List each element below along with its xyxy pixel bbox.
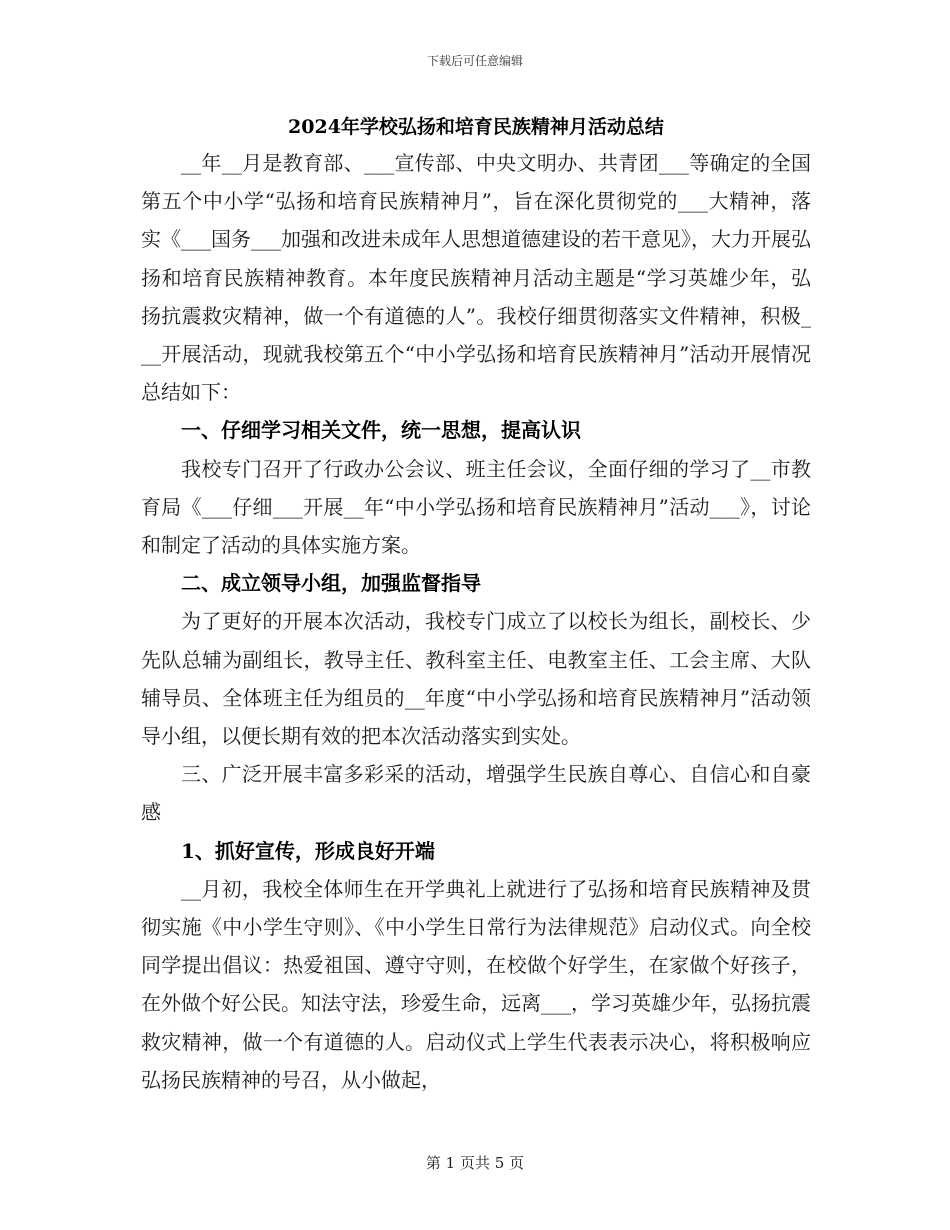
page-footer: 第 1 页共 5 页 <box>425 1154 525 1172</box>
document-body <box>141 112 811 1099</box>
section-heading-1: 一、仔细学习相关文件，统一思想，提高认识 <box>181 418 581 443</box>
paragraph-section-1: 我校专门召开了行政办公会议、班主任会议，全面仔细的学习了__市教育局《___仔细___开展__年“中小学弘扬和培育民族精神月”活动___》，讨论和制定了活动的具体实施方案。 <box>141 456 811 558</box>
header-note: 下载后可任意编辑 <box>426 54 523 68</box>
subsection-heading-1: 1、抓好宣传，形成良好开端 <box>181 838 435 863</box>
paragraph-subsection-1: __月初，我校全体师生在开学典礼上就进行了弘扬和培育民族精神及贯彻实施《中小学生守则》、《中小学生日常行为法律规范》启动仪式。向全校同学提出倡议：热爱祖国、遵守守则，在校做个好学生，在家做个好孩子，在外做个好公民。知法守法，珍爱生命，远离___，学习英雄少年，弘扬抗震救灾精神，做一个有道德的人。启动仪式上学生代表表示决心，将积极响应弘扬民族精神的号召，从小做起， <box>141 876 811 1092</box>
section-heading-3: 三、广泛开展丰富多彩采的活动，增强学生民族自尊心、自信心和自豪感 <box>141 762 811 825</box>
paragraph-section-2: 为了更好的开展本次活动，我校专门成立了以校长为组长，副校长、少先队总辅为副组长，教导主任、教科室主任、电教室主任、工会主席、大队辅导员、全体班主任为组员的__年度“中小学弘扬和培育民族精神月”活动领导小组，以便长期有效的把本次活动落实到实处。 <box>141 609 811 749</box>
section-heading-2: 二、成立领导小组，加强监督指导 <box>181 571 481 596</box>
document-title: 2024年学校弘扬和培育民族精神月活动总结 <box>288 116 664 138</box>
paragraph-intro: __年__月是教育部、___宣传部、中央文明办、共青团___等确定的全国第五个中小学“弘扬和培育民族精神月”，旨在深化贯彻党的___大精神，落实《___国务___加强和改进未成年人思想道德建设的若干意见》，大力开展弘扬和培育民族精神教育。本年度民族精神月活动主题是“学习英雄少年，弘扬抗震救灾精神，做一个有道德的人”。我校仔细贯彻落实文件精神，积极___开展活动，现就我校第五个“中小学弘扬和培育民族精神月”活动开展情况总结如下： <box>141 151 811 405</box>
